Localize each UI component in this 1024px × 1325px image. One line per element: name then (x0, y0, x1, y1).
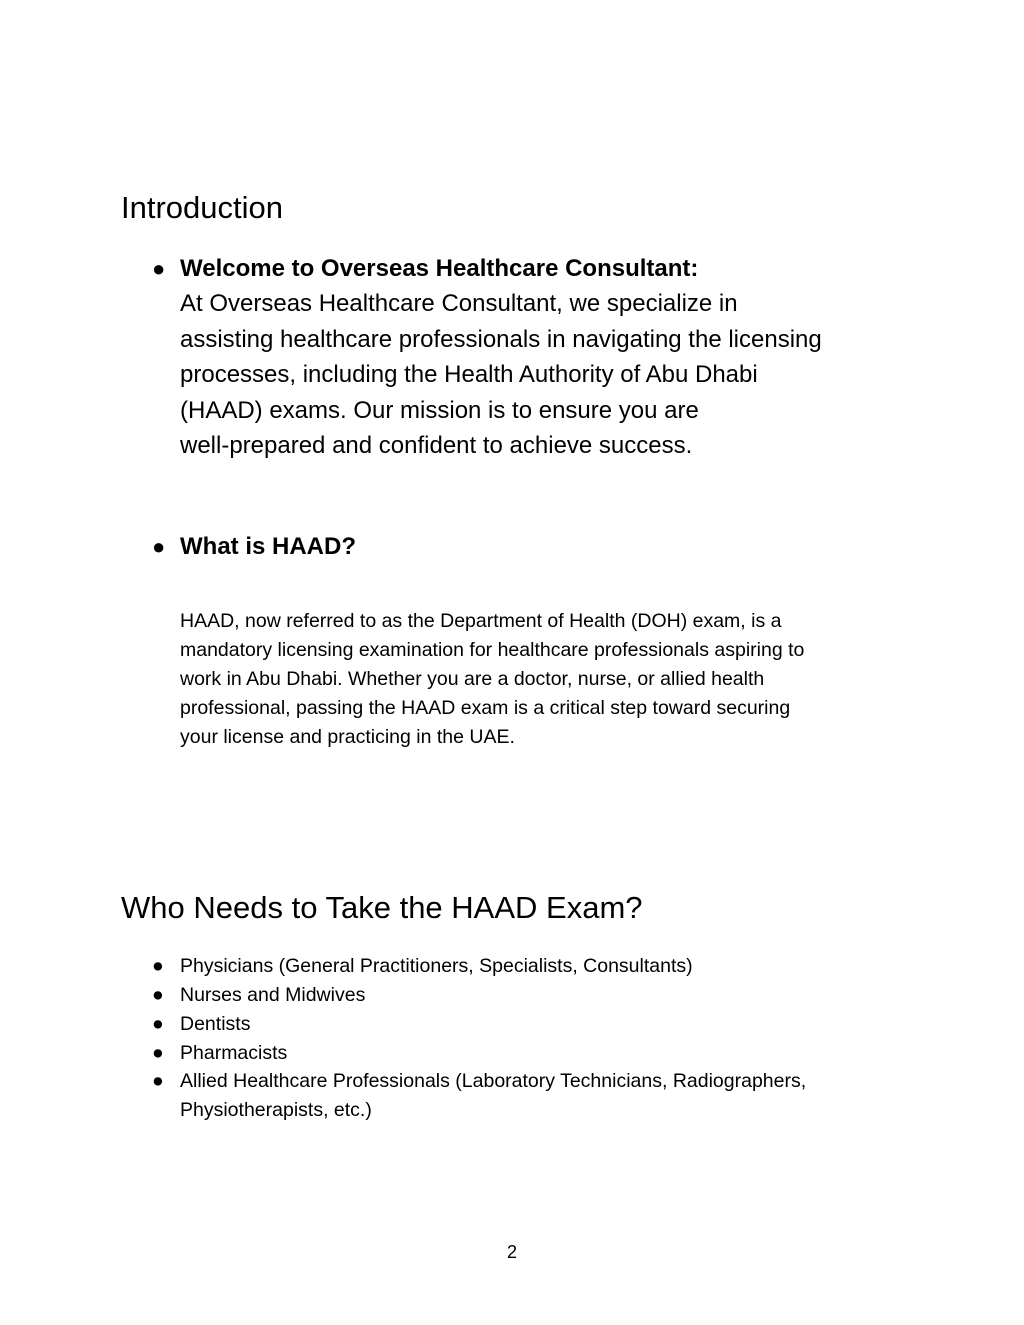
bullet-icon: ● (152, 984, 164, 1006)
section-heading-introduction: Introduction (121, 190, 283, 225)
list-item-text: Physicians (General Practitioners, Specialists, Consultants) (180, 955, 693, 977)
bullet-icon: ● (152, 1070, 164, 1092)
paragraph-line: mandatory licensing examination for healthcare professionals aspiring to (180, 639, 805, 661)
list-item-text: Dentists (180, 1013, 251, 1035)
paragraph-line: your license and practicing in the UAE. (180, 726, 515, 748)
haad-description-paragraph (180, 607, 900, 752)
page-number: 2 (506, 1242, 517, 1262)
bullet-title-what-is-haad: What is HAAD? (180, 533, 356, 560)
bullet-icon: ● (152, 534, 166, 559)
list-item-text: Physiotherapists, etc.) (180, 1099, 372, 1121)
paragraph-line: HAAD, now referred to as the Department of Health (DOH) exam, is a (180, 610, 782, 632)
paragraph-line: professional, passing the HAAD exam is a critical step toward securing (180, 697, 791, 719)
paragraph-line: At Overseas Healthcare Consultant, we specialize in (180, 290, 738, 317)
paragraph-line: (HAAD) exams. Our mission is to ensure you are (180, 396, 699, 424)
bullet-title-welcome: Welcome to Overseas Healthcare Consultant: (180, 255, 699, 282)
list-item-text: Pharmacists (180, 1042, 288, 1064)
paragraph-line: assisting healthcare professionals in navigating the licensing (180, 325, 822, 353)
welcome-paragraph (180, 286, 910, 464)
bullet-icon: ● (152, 955, 164, 977)
list-item-text: Nurses and Midwives (180, 984, 366, 1006)
list-item-text: Allied Healthcare Professionals (Laboratory Technicians, Radiographers, (180, 1070, 807, 1092)
bullet-icon: ● (152, 1042, 164, 1064)
bullet-icon: ● (152, 256, 166, 281)
section-heading-who-needs: Who Needs to Take the HAAD Exam? (121, 890, 643, 925)
bullet-icon: ● (152, 1013, 164, 1035)
paragraph-line: processes, including the Health Authority of Abu Dhabi (180, 361, 758, 388)
paragraph-line: well-prepared and confident to achieve success. (180, 432, 693, 459)
paragraph-line: work in Abu Dhabi. Whether you are a doctor, nurse, or allied health (180, 668, 765, 690)
